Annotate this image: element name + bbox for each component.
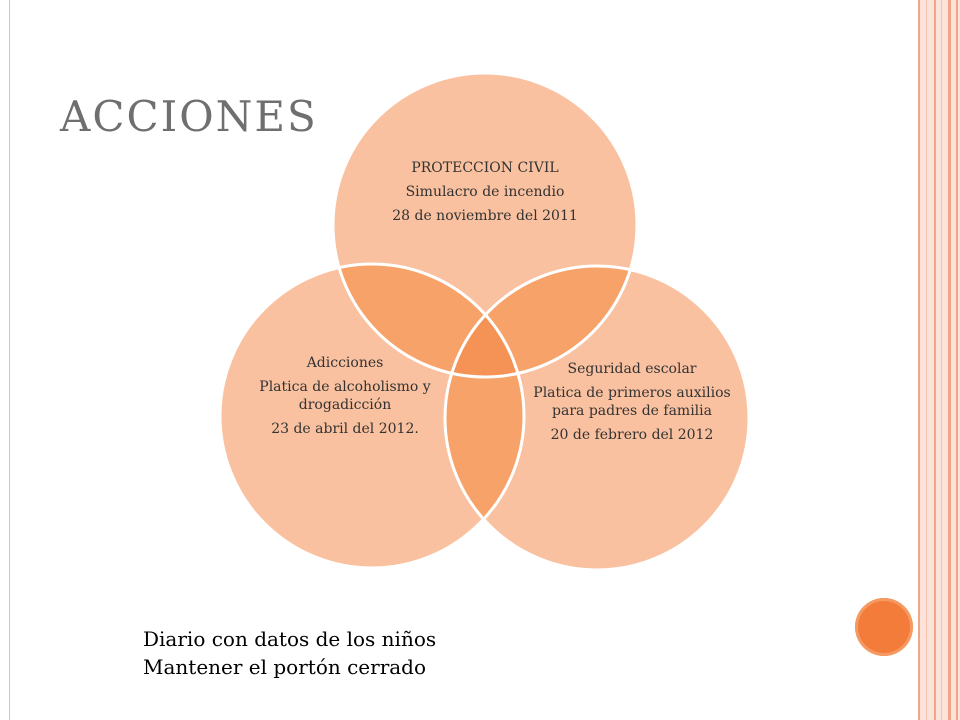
label-addictions-activity: Platica de alcoholismo y drogadicción (259, 379, 431, 413)
label-addictions (240, 354, 450, 438)
label-school-safety-heading: Seguridad escolar (567, 361, 697, 377)
label-protection-date: 28 de noviembre del 2011 (392, 208, 578, 224)
note-line: Mantener el portón cerrado (143, 655, 427, 679)
slide-title: ACCIONES (60, 92, 318, 141)
label-protection (355, 158, 615, 226)
label-protection-activity: Simulacro de incendio (405, 184, 565, 200)
label-school-safety-activity: Platica de primeros auxilios para padres de familia (533, 385, 731, 419)
notes-block (143, 625, 436, 681)
orange-circle-decoration (855, 598, 913, 656)
label-addictions-heading: Adicciones (306, 355, 384, 371)
label-addictions-date: 23 de abril del 2012. (271, 421, 419, 437)
label-protection-heading: PROTECCION CIVIL (411, 160, 559, 176)
label-school-safety (532, 360, 732, 444)
note-line: Diario con datos de los niños (143, 627, 437, 651)
label-school-safety-date: 20 de febrero del 2012 (550, 427, 714, 443)
